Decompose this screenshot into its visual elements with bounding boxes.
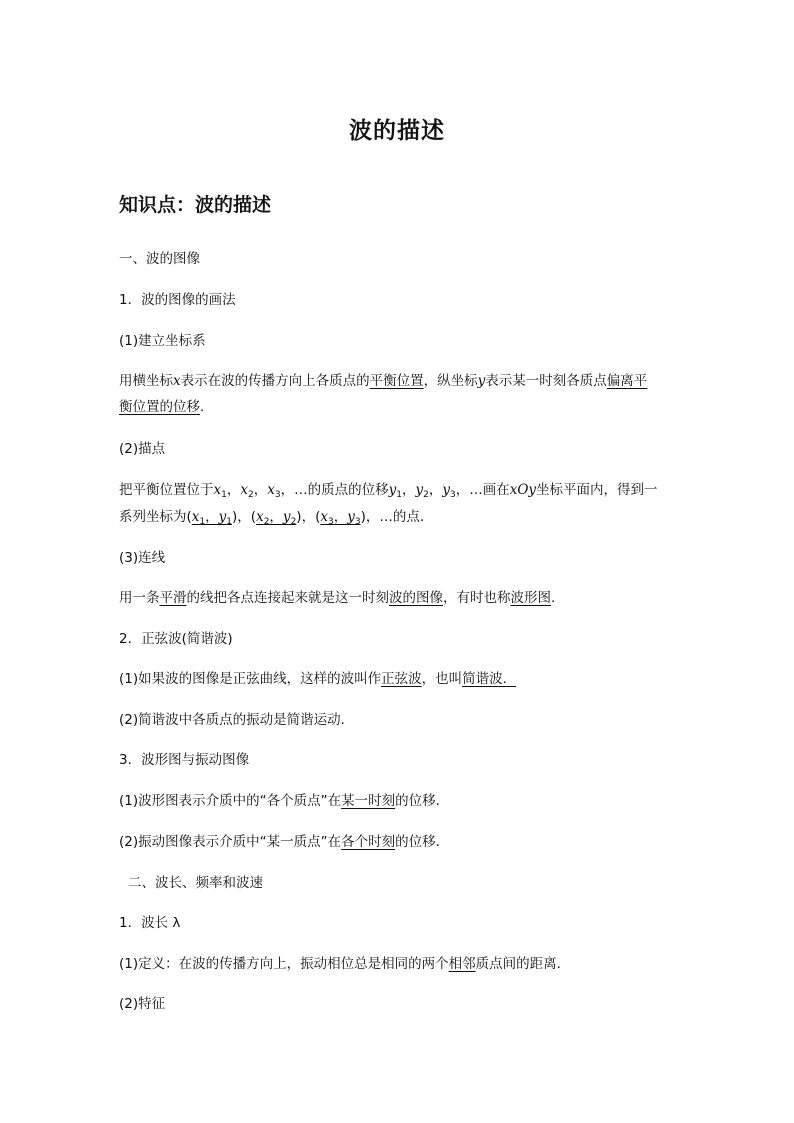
text-run: ， (226, 482, 241, 498)
text-run: 把平衡位置位于 (119, 482, 214, 498)
subscript: 3 (354, 517, 361, 527)
sine-wave-motion: (2)简谐波中各质点的振动是简谐运动． (119, 712, 355, 728)
text-run: ， (205, 509, 219, 525)
variable-x: x (173, 373, 181, 389)
subscript: 2 (290, 517, 297, 527)
subscript: 2 (423, 490, 429, 500)
text-run: 的位移． (395, 793, 450, 809)
underlined-term: 波的图像 (389, 590, 443, 606)
text-run: ，纵坐标 (423, 373, 478, 389)
subscript: 1 (221, 490, 227, 500)
text-run: 的线把各点连接起来就是这一时刻 (186, 590, 389, 606)
step-coordinate-system: (1)建立坐标系 (119, 333, 206, 349)
text-run: ， (253, 482, 268, 498)
text-run: ， (269, 509, 283, 525)
subscript: 2 (263, 517, 270, 527)
text-run: ， (428, 482, 443, 498)
text-run: 坐标平面内，得到一 (536, 482, 658, 498)
underlined-term: 平滑 (159, 590, 187, 606)
subscript: 1 (199, 517, 206, 527)
underlined-term: 相邻 (448, 956, 476, 972)
variable-x: x (256, 509, 264, 525)
underlined-term: 简谐波． (462, 671, 517, 687)
underlined-term: 波形图 (510, 590, 551, 606)
underlined-term: 某一时刻 (341, 793, 396, 809)
variable-y: y (528, 482, 537, 498)
text-run: 用横坐标 (119, 373, 173, 389)
coordinate-pair-1 (192, 509, 232, 525)
paragraph-title-wavelength: 1．波长 λ (119, 915, 181, 931)
underlined-term: 平衡位置 (369, 373, 424, 389)
subsection-heading-wave-image: 一、波的图像 (119, 251, 200, 267)
vibration-description (119, 830, 449, 854)
variable-x: x (191, 509, 200, 525)
section-heading: 知识点：波的描述 (119, 194, 272, 216)
text-run: 的位移． (395, 834, 450, 850)
subscript: 3 (449, 490, 456, 500)
coordinate-pair-3 (320, 509, 360, 525)
subscript: 3 (274, 490, 281, 500)
text-run: ，…画在 (455, 482, 510, 498)
coordinate-pair-2 (256, 509, 296, 525)
step-plot-points: (2)描点 (119, 441, 166, 457)
paragraph-title-drawing-method: 1．波的图像的画法 (119, 292, 236, 308)
text-run: (2)振动图像表示介质中“某一质点”在 (119, 834, 342, 850)
underlined-term: 偏离平 (606, 373, 648, 389)
text-run: ，有时也称 (443, 590, 511, 606)
text-run: 系列坐标为( (119, 509, 192, 525)
connect-paragraph (119, 586, 555, 610)
variable-x: x (213, 482, 222, 498)
variable-y: y (282, 509, 291, 525)
plot-paragraph-line2 (119, 505, 433, 529)
text-run: (1)波形图表示介质中的“各个质点”在 (119, 793, 342, 809)
sine-wave-definition (119, 667, 516, 691)
coordinate-paragraph-line1 (119, 369, 647, 393)
page-title: 波的描述 (349, 118, 445, 144)
text-run: 表示某一时刻各质点 (485, 373, 607, 389)
variable-x: x (509, 482, 518, 498)
text-run: 用一条 (119, 590, 160, 606)
paragraph-title-waveform-vs-vibration: 3．波形图与振动图像 (119, 752, 250, 768)
subscript: 1 (226, 517, 233, 527)
text-run: (1)如果波的图像是正弦曲线，这样的波叫作 (119, 671, 382, 687)
text-run: 质点间的距离． (475, 956, 571, 972)
underlined-term: 衡位置的位移 (119, 399, 200, 415)
paragraph-title-sine-wave: 2．正弦波(简谐波) (119, 631, 233, 647)
text-run: )，( (296, 509, 321, 525)
step-connect-line: (3)连线 (119, 550, 166, 566)
subscript: 2 (247, 490, 254, 500)
wavelength-feature: (2)特征 (119, 996, 166, 1012)
plot-paragraph-line1 (119, 478, 658, 502)
wavelength-definition (119, 952, 570, 976)
subsection-heading-wavelength: 二、波长、频率和波速 (128, 875, 263, 891)
subscript: 3 (327, 517, 334, 527)
variable-y: y (218, 509, 227, 525)
text-run: . (200, 399, 205, 415)
text-run: ，…的质点的位移 (280, 482, 389, 498)
variable-x: x (240, 482, 248, 498)
variable-x: x (320, 509, 328, 525)
variable-y: y (347, 509, 355, 525)
coordinate-paragraph-line2 (119, 395, 204, 419)
underlined-term: 正弦波 (381, 671, 422, 687)
underlined-term: 各个时刻 (341, 834, 396, 850)
subscript: 1 (396, 490, 402, 500)
text-run: 表示在波的传播方向上各质点的 (180, 373, 370, 389)
variable-y: y (388, 482, 397, 498)
text-run: ，也叫 (421, 671, 463, 687)
text-run: )，( (232, 509, 257, 525)
variable-y: y (415, 482, 424, 498)
waveform-description (119, 789, 449, 813)
text-run: . (551, 590, 556, 606)
text-run: ， (401, 482, 416, 498)
text-run: (1)定义：在波的传播方向上，振动相位总是相同的两个 (119, 956, 449, 972)
text-run: ， (333, 509, 348, 525)
variable-o: O (517, 482, 529, 498)
text-run: )，…的点． (360, 509, 434, 525)
variable-y: y (442, 482, 450, 498)
variable-x: x (267, 482, 275, 498)
variable-y: y (477, 373, 486, 389)
